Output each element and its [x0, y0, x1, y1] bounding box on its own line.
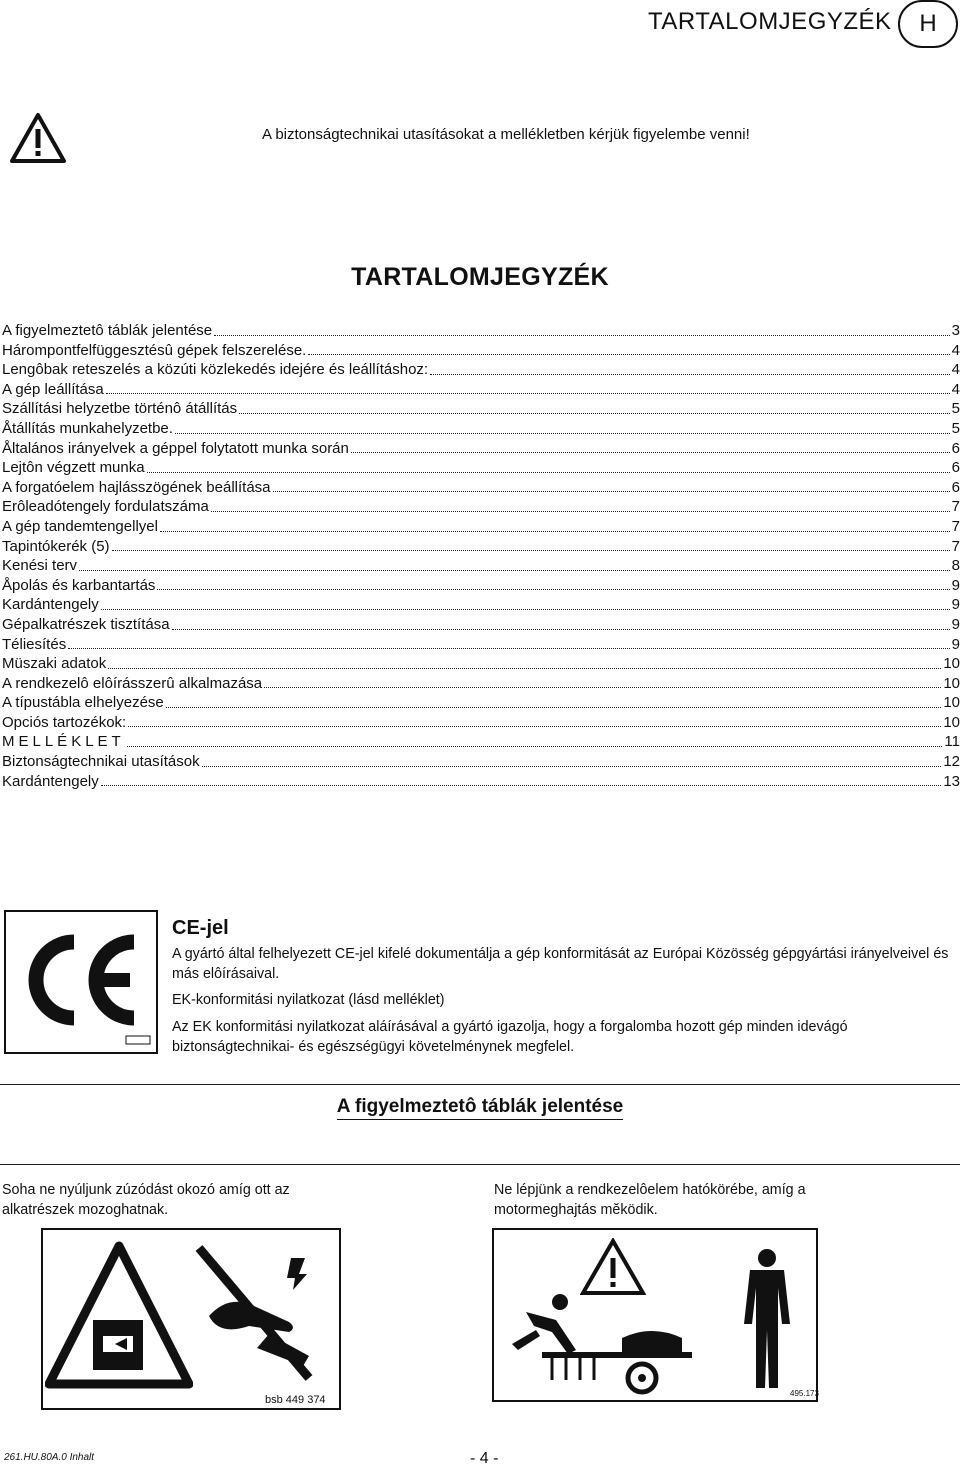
document-code: 261.HU.80A.0 Inhalt [4, 1452, 95, 1463]
toc-leader-dots [101, 609, 950, 610]
ce-paragraph-2: EK-konformitási nyilatkozat (lásd melléklet) [172, 992, 445, 1008]
toc-entry[interactable] [2, 478, 960, 498]
language-badge [898, 0, 958, 48]
toc-entry-label: A forgatóelem hajlásszögének beállítása [2, 478, 271, 496]
toc-entry-label: Lengôbak reteszelés a közúti közlekedés idejére és leállításhoz: [2, 361, 429, 379]
toc-entry-page: 9 [951, 596, 960, 614]
toc-entry-label: A rendkezelô elôírásszerû alkalmazása [2, 674, 263, 692]
toc-entry-label: Lejtôn végzett munka [2, 459, 145, 477]
toc-leader-dots [172, 629, 950, 630]
toc-entry-page: 6 [951, 439, 960, 457]
toc-entry-label: Müszaki adatok [2, 655, 107, 673]
toc-entry[interactable] [2, 321, 960, 341]
crush-hazard-sign [41, 1228, 341, 1410]
toc-entry[interactable] [2, 674, 960, 694]
toc-entry-page: 5 [951, 419, 960, 437]
toc-entry[interactable] [2, 360, 960, 380]
toc-entry[interactable] [2, 635, 960, 655]
toc-entry-label: Åltalános irányelvek a géppel folytatott munka során [2, 439, 349, 457]
toc-leader-dots [166, 707, 942, 708]
toc-entry-label: MELLÉKLET [2, 733, 125, 751]
toc-leader-dots [308, 354, 949, 355]
toc-entry[interactable] [2, 615, 960, 635]
header-title: TARTALOMJEGYZÉK [648, 8, 892, 35]
toc-entry-page: 4 [951, 380, 960, 398]
toc-leader-dots [175, 433, 950, 434]
toc-entry-label: Hárompontfelfüggesztésû gépek felszerelése. [2, 341, 307, 359]
toc-entry[interactable] [2, 654, 960, 674]
toc-entry-page: 7 [951, 498, 960, 516]
toc-leader-dots [214, 335, 950, 336]
toc-entry[interactable] [2, 713, 960, 733]
toc-entry-label: Erôleadótengely fordulatszáma [2, 498, 209, 516]
toc-entry[interactable] [2, 439, 960, 459]
toc-entry-page: 9 [951, 576, 960, 594]
toc-leader-dots [211, 511, 950, 512]
toc-entry-page: 10 [943, 674, 960, 692]
toc-leader-dots [147, 472, 950, 473]
toc-entry-page: 3 [951, 322, 960, 339]
toc-entry-label: Kardántengely [2, 596, 99, 614]
toc-entry-label: Tapintókerék (5) [2, 537, 110, 555]
safety-notice-text: A biztonságtechnikai utasításokat a mellékletben kérjük figyelembe venni! [262, 126, 750, 143]
toc-entry-label: Gépalkatrészek tisztítása [2, 615, 170, 633]
toc-entry-label: A gép leállítása [2, 380, 104, 398]
toc-entry-label: Opciós tartozékok: [2, 713, 127, 731]
toc-entry[interactable] [2, 595, 960, 615]
toc-entry[interactable] [2, 341, 960, 361]
toc-leader-dots [430, 374, 950, 375]
toc-entry-page: 4 [951, 361, 960, 379]
toc-entry-page: 10 [943, 655, 960, 673]
ce-mark-icon [6, 912, 156, 1052]
warning-sign-left-text: Soha ne nyúljunk zúzódást okozó amíg ott az alkatrészek mozoghatnak. [2, 1182, 290, 1218]
toc-entry-label: A típustábla elhelyezése [2, 694, 164, 712]
toc-leader-dots [108, 668, 941, 669]
toc-entry-label: Kardántengely [2, 772, 99, 790]
toc-entry-page: 7 [951, 537, 960, 555]
toc-entry-page: 11 [944, 733, 960, 751]
toc-entry-page: 5 [951, 400, 960, 418]
toc-entry-label: Åtállítás munkahelyzetbe. [2, 419, 173, 437]
toc-entry[interactable] [2, 752, 960, 772]
ce-title: CE-jel [172, 917, 229, 939]
toc-entry-page: 9 [951, 615, 960, 633]
toc-entry-page: 9 [951, 635, 960, 653]
no-reach-hand-icon [179, 1238, 329, 1388]
toc-entry-page: 10 [943, 694, 960, 712]
language-code: H [919, 10, 937, 37]
warning-sign-right-text: Ne lépjünk a rendkezelôelem hatókörébe, amíg a motormeghajtás mĕködik. [494, 1182, 806, 1218]
toc-title: TARTALOMJEGYZÉK [351, 263, 609, 291]
crush-hazard-triangle-icon [45, 1240, 193, 1390]
toc-entry[interactable] [2, 419, 960, 439]
sign-code-right: 495.173 [790, 1389, 819, 1398]
toc-entry-page: 7 [951, 517, 960, 535]
toc-entry[interactable] [2, 399, 960, 419]
toc-entry-page: 8 [951, 557, 960, 575]
page-number: - 4 - [470, 1450, 499, 1467]
toc-leader-dots [157, 589, 949, 590]
toc-leader-dots [101, 785, 942, 786]
toc-leader-dots [127, 746, 943, 747]
keep-away-sign [492, 1228, 818, 1402]
ce-paragraph-3: Az EK konformitási nyilatkozat aláírásával a gyártó igazolja, hogy a forgalomba hozott gép minden idevágó biztonságtechnikai- és egészségügyi követelménynek megfelel. [172, 1019, 848, 1055]
toc-leader-dots [239, 413, 950, 414]
toc-entry[interactable] [2, 380, 960, 400]
toc-leader-dots [128, 726, 941, 727]
toc-leader-dots [79, 570, 950, 571]
toc-leader-dots [351, 452, 950, 453]
warning-triangle-icon [10, 112, 66, 164]
toc-leader-dots [160, 531, 950, 532]
toc-leader-dots [68, 648, 949, 649]
toc-entry[interactable] [2, 537, 960, 557]
toc-entry-label: Biztonságtechnikai utasítások [2, 753, 200, 771]
toc-entry[interactable] [2, 693, 960, 713]
toc-entry-page: 6 [951, 459, 960, 477]
toc-entry-page: 4 [951, 341, 960, 359]
toc-entry[interactable] [2, 556, 960, 576]
sign-code-left: bsb 449 374 [265, 1394, 326, 1406]
toc-entry[interactable] [2, 517, 960, 537]
toc-leader-dots [264, 687, 941, 688]
toc-entry-label: Åpolás és karbantartás [2, 576, 156, 594]
section-divider [0, 1084, 960, 1085]
toc-leader-dots [112, 550, 950, 551]
toc-entry-label: Téliesítés [2, 635, 67, 653]
toc-leader-dots [106, 393, 950, 394]
toc-entry-page: 6 [951, 478, 960, 496]
toc-entry-label: A figyelmeztetô táblák jelentése [2, 322, 213, 339]
toc-entry[interactable] [2, 458, 960, 478]
toc-entry[interactable] [2, 576, 960, 596]
toc-entry-page: 10 [943, 713, 960, 731]
toc-entry-label: Szállítási helyzetbe történô átállítás [2, 400, 238, 418]
toc-entry[interactable] [2, 732, 960, 752]
section-divider [0, 1164, 960, 1165]
warning-triangle-icon [580, 1238, 646, 1296]
toc-leader-dots [273, 491, 950, 492]
toc-entry-label: Kenési terv [2, 557, 78, 575]
toc-entry-page: 13 [943, 772, 960, 790]
warning-signs-title: A figyelmeztetô táblák jelentése [0, 1096, 960, 1118]
standing-person-icon [732, 1248, 802, 1390]
person-hit-by-machine-icon [502, 1290, 692, 1398]
ce-paragraph-1: A gyártó által felhelyezett CE-jel kifelé dokumentálja a gép konformitását az Európai Közösség gépgyártási irányelveivel és más elôírásaival. [172, 946, 949, 982]
toc-leader-dots [202, 766, 942, 767]
toc-entry[interactable] [2, 497, 960, 517]
toc-list [2, 321, 960, 791]
ce-logo-frame [4, 910, 158, 1054]
toc-entry[interactable] [2, 772, 960, 792]
toc-entry-label: A gép tandemtengellyel [2, 517, 158, 535]
toc-entry-page: 12 [943, 753, 960, 771]
